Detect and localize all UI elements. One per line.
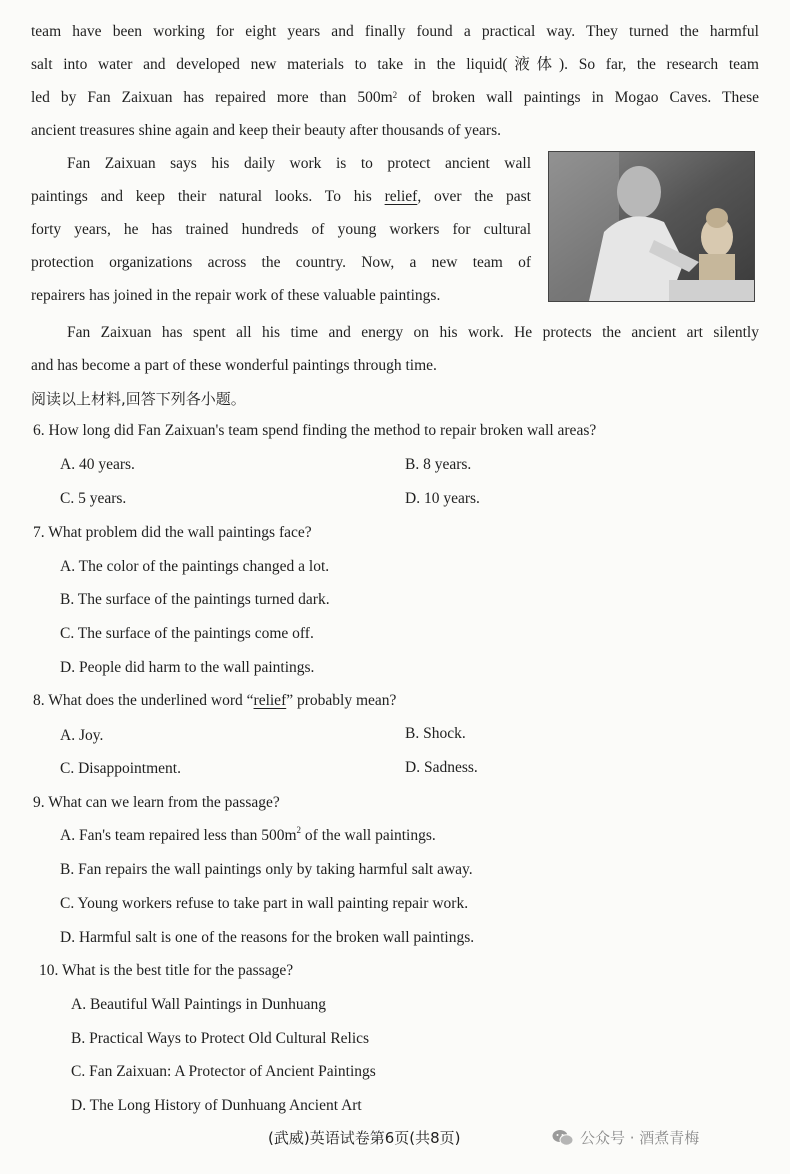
question-10-option-d[interactable]: D. The Long History of Dunhuang Ancient Art <box>71 1097 362 1114</box>
watermark <box>552 1127 699 1148</box>
question-7-stem: 7. What problem did the wall paintings face? <box>33 524 312 541</box>
question-6-stem: 6. How long did Fan Zaixuan's team spend finding the method to repair broken wall areas? <box>33 422 597 439</box>
page-footer: (武威)英语试卷第6页(共8页) <box>268 1129 461 1147</box>
question-10-stem: 10. What is the best title for the passage? <box>39 962 294 979</box>
question-9-stem: 9. What can we learn from the passage? <box>33 794 280 811</box>
question-8-option-c[interactable]: C. Disappointment. <box>60 760 181 777</box>
passage-paragraph-1: team have been working for eight years and finally found a practical way. They turned the harmful salt into water and developed new materials to take in the liquid(液体). So far, the research team led by Fan Zaixuan has repaired more than $500m^2$ of broken wall paintings in Mogao Caves. These ancient treasures shine again and keep their beauty after thousands of years. <box>31 23 759 139</box>
watermark-text: 公众号 · 酒煮青梅 <box>580 1129 700 1147</box>
question-10-option-c[interactable]: C. Fan Zaixuan: A Protector of Ancient Paintings <box>71 1063 376 1080</box>
question-10-option-a[interactable]: A. Beautiful Wall Paintings in Dunhuang <box>71 996 327 1013</box>
photo-restorer-with-buddha-statue <box>548 151 755 302</box>
question-6-option-d[interactable]: D. 10 years. <box>405 490 480 507</box>
passage-paragraph-3: Fan Zaixuan has spent all his time and energy on his work. He protects the ancient art silently and has become a part of these wonderful paintings through time. <box>31 324 759 374</box>
question-8-option-d[interactable]: D. Sadness. <box>405 759 478 776</box>
question-7-option-d[interactable]: D. People did harm to the wall paintings. <box>60 659 315 676</box>
passage-paragraph-2: Fan Zaixuan says his daily work is to protect ancient wall paintings and keep their natural looks. To his relief, over the past forty years, he has trained hundreds of young workers for cultural protection organizations across the country. Now, a new team of repairers has joined in the repair work of these valuable paintings. <box>31 155 531 304</box>
question-9-option-a[interactable]: A. Fan's team repaired less than $500m^2$ of the wall paintings. <box>60 825 436 844</box>
question-7-option-c[interactable]: C. The surface of the paintings come off. <box>60 625 314 642</box>
question-6-option-a[interactable]: A. 40 years. <box>60 456 135 473</box>
question-6-option-b[interactable]: B. 8 years. <box>405 456 472 473</box>
question-8-option-a[interactable]: A. Joy. <box>60 727 104 744</box>
question-9-option-d[interactable]: D. Harmful salt is one of the reasons for the broken wall paintings. <box>60 929 475 946</box>
photo-illustration <box>549 152 754 301</box>
wechat-icon <box>552 1129 574 1147</box>
question-9-option-b[interactable]: B. Fan repairs the wall paintings only by taking harmful salt away. <box>60 861 473 878</box>
question-10-option-b[interactable]: B. Practical Ways to Protect Old Cultural Relics <box>71 1030 370 1047</box>
instruction-text: 阅读以上材料,回答下列各小题。 <box>31 390 246 408</box>
question-8-option-b[interactable]: B. Shock. <box>405 725 466 742</box>
question-7-option-a[interactable]: A. The color of the paintings changed a lot. <box>60 558 330 575</box>
question-7-option-b[interactable]: B. The surface of the paintings turned dark. <box>60 591 330 608</box>
underlined-word-relief-in-question: relief <box>253 692 287 709</box>
question-9-option-c[interactable]: C. Young workers refuse to take part in wall painting repair work. <box>60 895 469 912</box>
question-6-option-c[interactable]: C. 5 years. <box>60 490 127 507</box>
underlined-word-relief: relief <box>384 188 418 205</box>
question-8-stem: 8. What does the underlined word “relief” probably mean? <box>33 692 397 709</box>
